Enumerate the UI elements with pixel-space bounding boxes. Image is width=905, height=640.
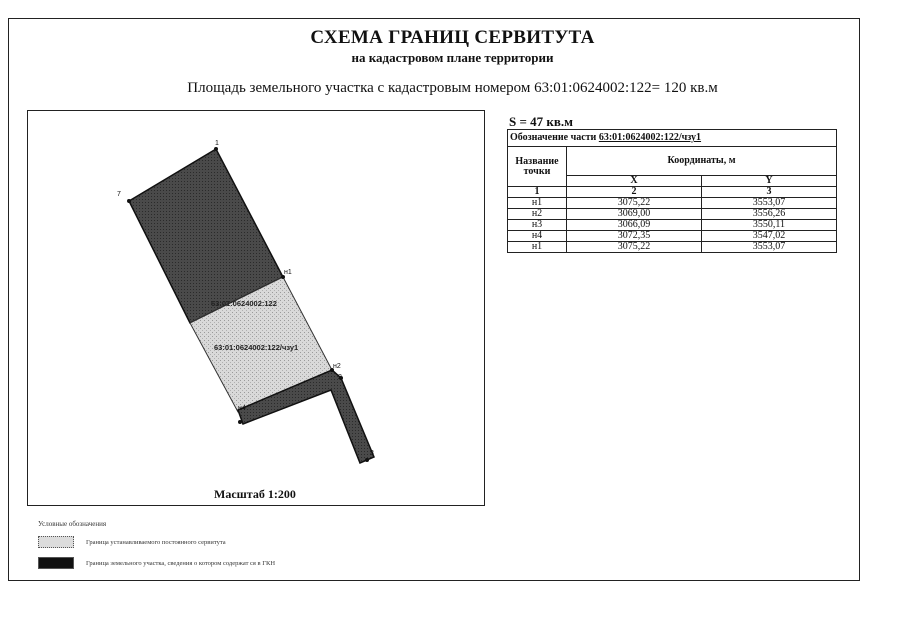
table-row: н4 3072,35 3547,02 bbox=[508, 231, 837, 242]
servitude-label: 63:01:0624002:122/чзу1 bbox=[214, 343, 299, 352]
col-x: X bbox=[567, 176, 702, 187]
parcel-label: 63:01:0624002:122 bbox=[211, 299, 277, 308]
point-label: 3 bbox=[370, 450, 374, 457]
coordinates-table bbox=[507, 129, 837, 253]
table-row: н2 3069,00 3556,26 bbox=[508, 209, 837, 220]
parcel-area-line: Площадь земельного участка с кадастровым номером 63:01:0624002:122= 120 кв.м bbox=[187, 80, 718, 96]
table-row: н1 3075,22 3553,07 bbox=[508, 198, 837, 209]
table-row: н1 3075,22 3553,07 bbox=[508, 242, 837, 253]
col-num: 1 bbox=[508, 187, 567, 198]
col-num: 2 bbox=[567, 187, 702, 198]
point-label: 7 bbox=[117, 191, 121, 198]
legend-parcel-text: Граница земельного участка, сведения о котором содержат ся в ГКН bbox=[86, 560, 276, 567]
vertex-3 bbox=[365, 458, 369, 462]
col-point-name: Название точки bbox=[508, 147, 567, 187]
table-row: н3 3066,09 3550,11 bbox=[508, 220, 837, 231]
col-num: 3 bbox=[701, 187, 836, 198]
point-label: н4 bbox=[238, 405, 246, 412]
part-header: Обозначение части 63:01:0624002:122/чзу1 bbox=[508, 130, 837, 147]
page-title: СХЕМА ГРАНИЦ СЕРВИТУТА bbox=[310, 27, 595, 48]
point-label: 2 bbox=[338, 374, 342, 381]
legend-swatch-servitude bbox=[38, 536, 74, 548]
servitude-area-label: S = 47 кв.м bbox=[509, 114, 574, 129]
page-subtitle: на кадастровом плане территории bbox=[351, 50, 554, 65]
col-coords: Координаты, м bbox=[567, 147, 837, 176]
point-label: н2 bbox=[333, 363, 341, 370]
scale-label: Масштаб 1:200 bbox=[214, 487, 296, 501]
point-label: 1 bbox=[215, 140, 219, 147]
part-id: 63:01:0624002:122/чзу1 bbox=[598, 132, 702, 143]
point-label: н1 bbox=[284, 269, 292, 276]
vertex-n4 bbox=[238, 420, 242, 424]
legend-servitude-text: Граница устанавливаемого постоянного сервитута bbox=[86, 539, 226, 546]
vertex-1 bbox=[214, 147, 218, 151]
col-y: Y bbox=[701, 176, 836, 187]
legend-title: Условные обозначения bbox=[38, 520, 107, 528]
legend-swatch-parcel bbox=[38, 557, 74, 569]
vertex-7 bbox=[127, 199, 131, 203]
